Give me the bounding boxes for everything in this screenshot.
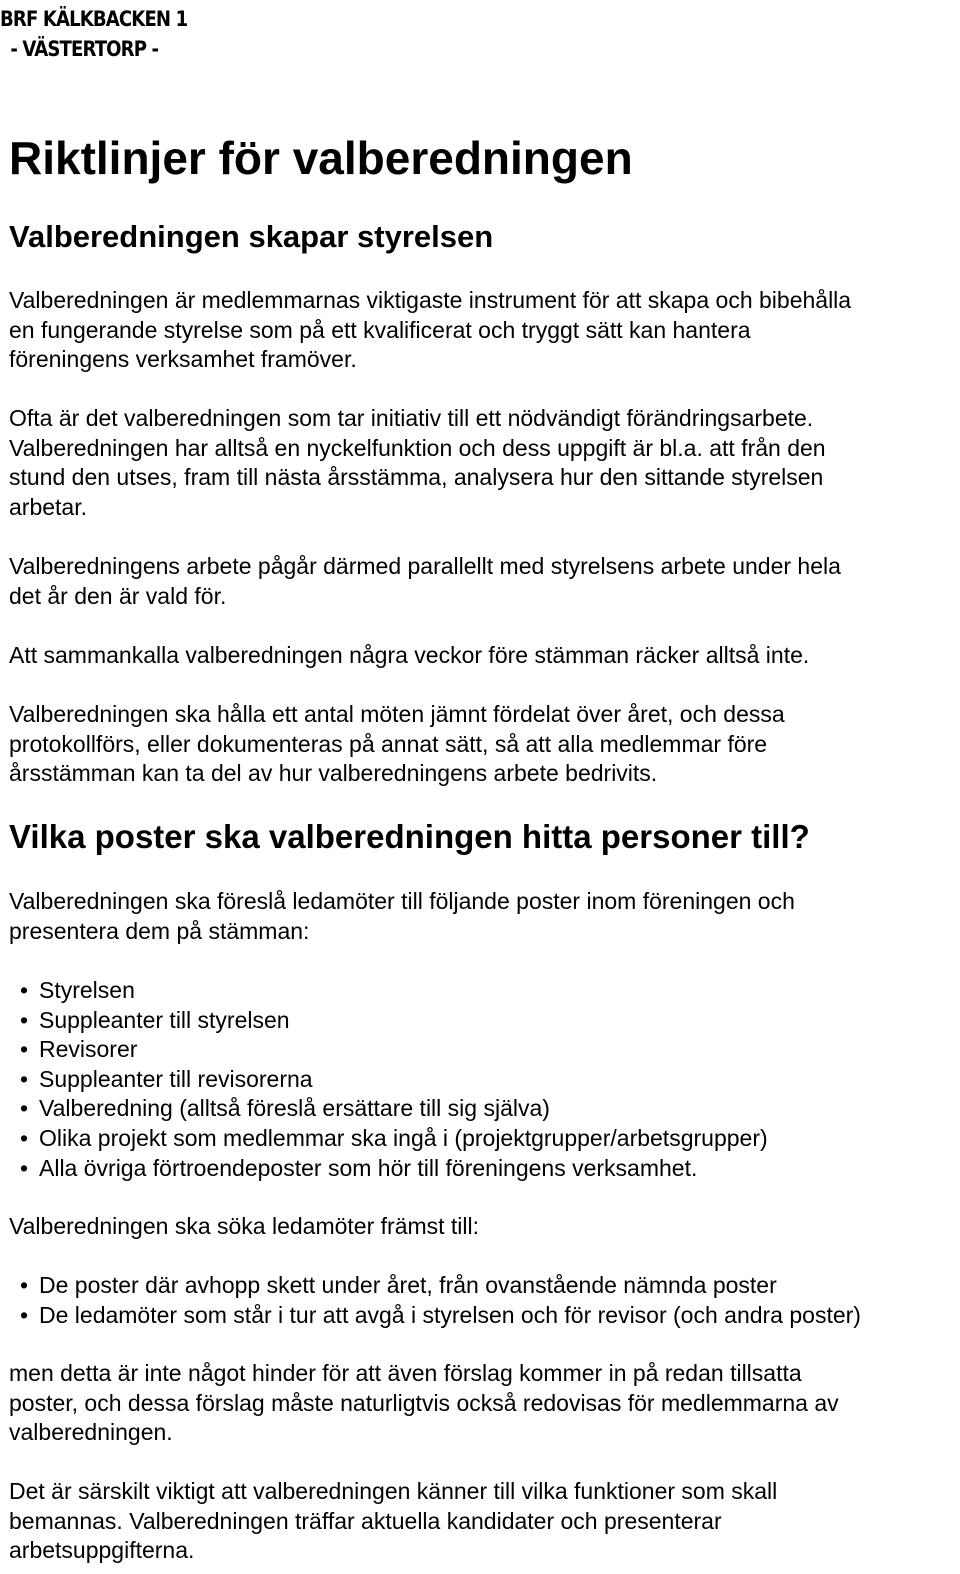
- paragraph: [9, 286, 957, 375]
- paragraph-line: en fungerande styrelse som på ett kvalificerat och tryggt sätt kan hantera: [9, 316, 751, 343]
- bullet-icon: •: [20, 1301, 29, 1328]
- list-item-text: Alla övriga förtroendeposter som hör till föreningens verksamhet.: [39, 1154, 698, 1181]
- paragraph-line: stund den utses, fram till nästa årsstämma, analysera hur den sittande styrelsen: [9, 464, 824, 491]
- list-item-text: Revisorer: [39, 1036, 138, 1063]
- list-item-text: De poster där avhopp skett under året, från ovanstående nämnda poster: [39, 1272, 777, 1298]
- organization-header: [0, 4, 187, 64]
- paragraph-line: Valberedningen är medlemmarnas viktigaste instrument för att skapa och bibehålla: [9, 287, 852, 313]
- bullet-list-posts: [20, 976, 768, 1183]
- paragraph-line: Att sammankalla valberedningen några veckor före stämman räcker alltså inte.: [9, 642, 810, 668]
- paragraph-line: det år den är vald för.: [9, 582, 227, 609]
- paragraph-line: Valberedningen ska föreslå ledamöter till följande poster inom föreningen och: [9, 888, 795, 914]
- document-title: Riktlinjer för valberedningen: [9, 132, 633, 184]
- section-heading-vilka-poster: Vilka poster ska valberedningen hitta personer till?: [9, 818, 810, 855]
- list-item-text: Suppleanter till revisorerna: [39, 1065, 313, 1092]
- list-item: [20, 976, 768, 1006]
- paragraph: [9, 1477, 957, 1566]
- list-item-text: Valberedning (alltså föreslå ersättare till sig själva): [39, 1095, 550, 1122]
- paragraph-line: arbetsuppgifterna.: [9, 1537, 195, 1564]
- paragraph-line: valberedningen.: [9, 1419, 173, 1446]
- paragraph: [9, 700, 957, 789]
- paragraph-line: föreningens verksamhet framöver.: [9, 346, 357, 373]
- list-item: [20, 1154, 768, 1184]
- bullet-icon: •: [20, 1095, 29, 1122]
- paragraph-line: Valberedningens arbete pågår därmed parallellt med styrelsens arbete under hela: [9, 553, 841, 579]
- paragraph-line: Valberedningen ska söka ledamöter främst till:: [9, 1213, 480, 1239]
- paragraph: [9, 1359, 957, 1448]
- list-item: [20, 1124, 768, 1154]
- list-item: [20, 1271, 861, 1301]
- paragraph-line: Ofta är det valberedningen som tar initiativ till ett nödvändigt förändringsarbete.: [9, 405, 814, 431]
- paragraph: [9, 641, 957, 671]
- bullet-icon: •: [20, 977, 29, 1003]
- list-item: [20, 1094, 768, 1124]
- paragraph: [9, 404, 957, 522]
- paragraph-line: årsstämman kan ta del av hur valberedningens arbete bedrivits.: [9, 760, 658, 787]
- list-item: [20, 1035, 768, 1065]
- paragraph-line: arbetar.: [9, 493, 87, 520]
- paragraph-line: bemannas. Valberedningen träffar aktuella kandidater och presenterar: [9, 1507, 722, 1534]
- paragraph-line: Det är särskilt viktigt att valberedningen känner till vilka funktioner som skall: [9, 1478, 778, 1504]
- bullet-icon: •: [20, 1065, 29, 1092]
- bullet-icon: •: [20, 1272, 29, 1298]
- list-item-text: De ledamöter som står i tur att avgå i styrelsen och för revisor (och andra poster): [39, 1301, 861, 1328]
- paragraph-line: Valberedningen ska hålla ett antal möten jämnt fördelat över året, och dessa: [9, 701, 785, 727]
- paragraph: [9, 1212, 957, 1242]
- list-item: [20, 1065, 768, 1095]
- list-item: [20, 1301, 861, 1331]
- paragraph-line: men detta är inte något hinder för att även förslag kommer in på redan tillsatta: [9, 1360, 802, 1386]
- list-item-text: Suppleanter till styrelsen: [39, 1006, 290, 1033]
- organization-location: - VÄSTERTORP -: [10, 37, 159, 61]
- paragraph-line: poster, och dessa förslag måste naturligtvis också redovisas för medlemmarna av: [9, 1389, 839, 1416]
- paragraph-line: protokollförs, eller dokumenteras på annat sätt, så att alla medlemmar före: [9, 730, 768, 757]
- organization-name: BRF KÄLKBACKEN 1: [0, 7, 188, 31]
- paragraph: [9, 887, 957, 946]
- bullet-list-priority: [20, 1271, 861, 1330]
- paragraph-line: Valberedningen har alltså en nyckelfunktion och dess uppgift är bl.a. att från den: [9, 434, 826, 461]
- bullet-icon: •: [20, 1124, 29, 1151]
- list-item: [20, 1006, 768, 1036]
- paragraph-line: presentera dem på stämman:: [9, 917, 310, 944]
- bullet-icon: •: [20, 1006, 29, 1033]
- section-heading-valberedningen-skapar-styrelsen: Valberedningen skapar styrelsen: [9, 219, 494, 254]
- list-item-text: Styrelsen: [39, 977, 135, 1003]
- paragraph: [9, 552, 957, 611]
- bullet-icon: •: [20, 1036, 29, 1063]
- bullet-icon: •: [20, 1154, 29, 1181]
- list-item-text: Olika projekt som medlemmar ska ingå i (projektgrupper/arbetsgrupper): [39, 1124, 768, 1151]
